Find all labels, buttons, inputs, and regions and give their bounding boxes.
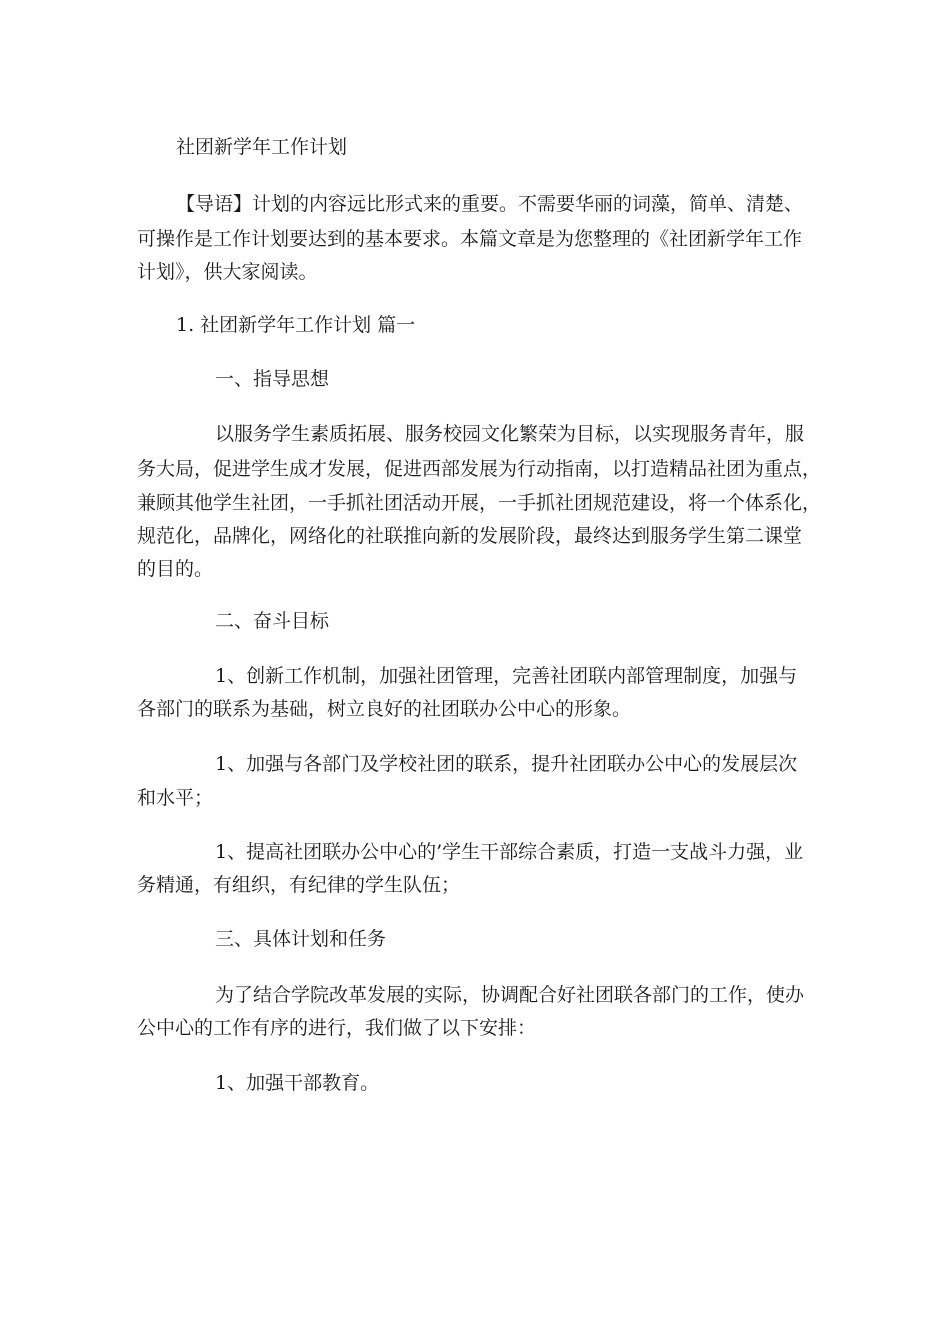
goal-1-line-2: 各部门的联系为基础，树立良好的社团联办公中心的形象。 [137, 698, 632, 720]
para-1-line-5: 的目的。 [137, 558, 214, 580]
heading-guiding-ideology: 一、指导思想 [215, 368, 330, 390]
para-2-line-1: 为了结合学院改革发展的实际，协调配合好社团联各部门的工作，使办 [215, 984, 805, 1006]
para-1-line-3: 兼顾其他学生社团，一手抓社团活动开展，一手抓社团规范建设，将一个体系化， [137, 492, 822, 514]
para-1-line-4: 规范化，品牌化，网络化的社联推向新的发展阶段，最终达到服务学生第二课堂 [137, 525, 803, 547]
section-title: 1. 社团新学年工作计划 篇一 [176, 314, 416, 336]
goal-1-line-1: 1、创新工作机制，加强社团管理，完善社团联内部管理制度，加强与 [215, 665, 798, 687]
para-1-line-1: 以服务学生素质拓展、服务校园文化繁荣为目标，以实现服务青年，服 [215, 423, 805, 445]
heading-goals: 二、奋斗目标 [215, 610, 330, 632]
intro-line-1: 【导语】计划的内容远比形式来的重要。不需要华丽的词藻，简单、清楚、 [176, 193, 804, 215]
goal-3-line-1: 1、提高社团联办公中心的’学生干部综合素质，打造一支战斗力强，业 [215, 841, 804, 863]
para-2-line-2: 公中心的工作有序的进行，我们做了以下安排： [137, 1017, 537, 1039]
document-title: 社团新学年工作计划 [176, 136, 348, 158]
intro-line-2: 可操作是工作计划要达到的基本要求。本篇文章是为您整理的《社团新学年工作 [137, 228, 803, 250]
goal-3-line-2: 务精通，有组织，有纪律的学生队伍； [137, 874, 461, 896]
para-1-line-2: 务大局，促进学生成才发展，促进西部发展为行动指南，以打造精品社团为重点， [137, 458, 822, 480]
goal-2-line-2: 和水平； [137, 787, 214, 809]
heading-plans-and-tasks: 三、具体计划和任务 [215, 928, 387, 950]
intro-line-3: 计划》，供大家阅读。 [137, 261, 318, 283]
list-item-1: 1、加强干部教育。 [215, 1072, 380, 1094]
goal-2-line-1: 1、加强与各部门及学校社团的联系，提升社团联办公中心的发展层次 [215, 753, 798, 775]
